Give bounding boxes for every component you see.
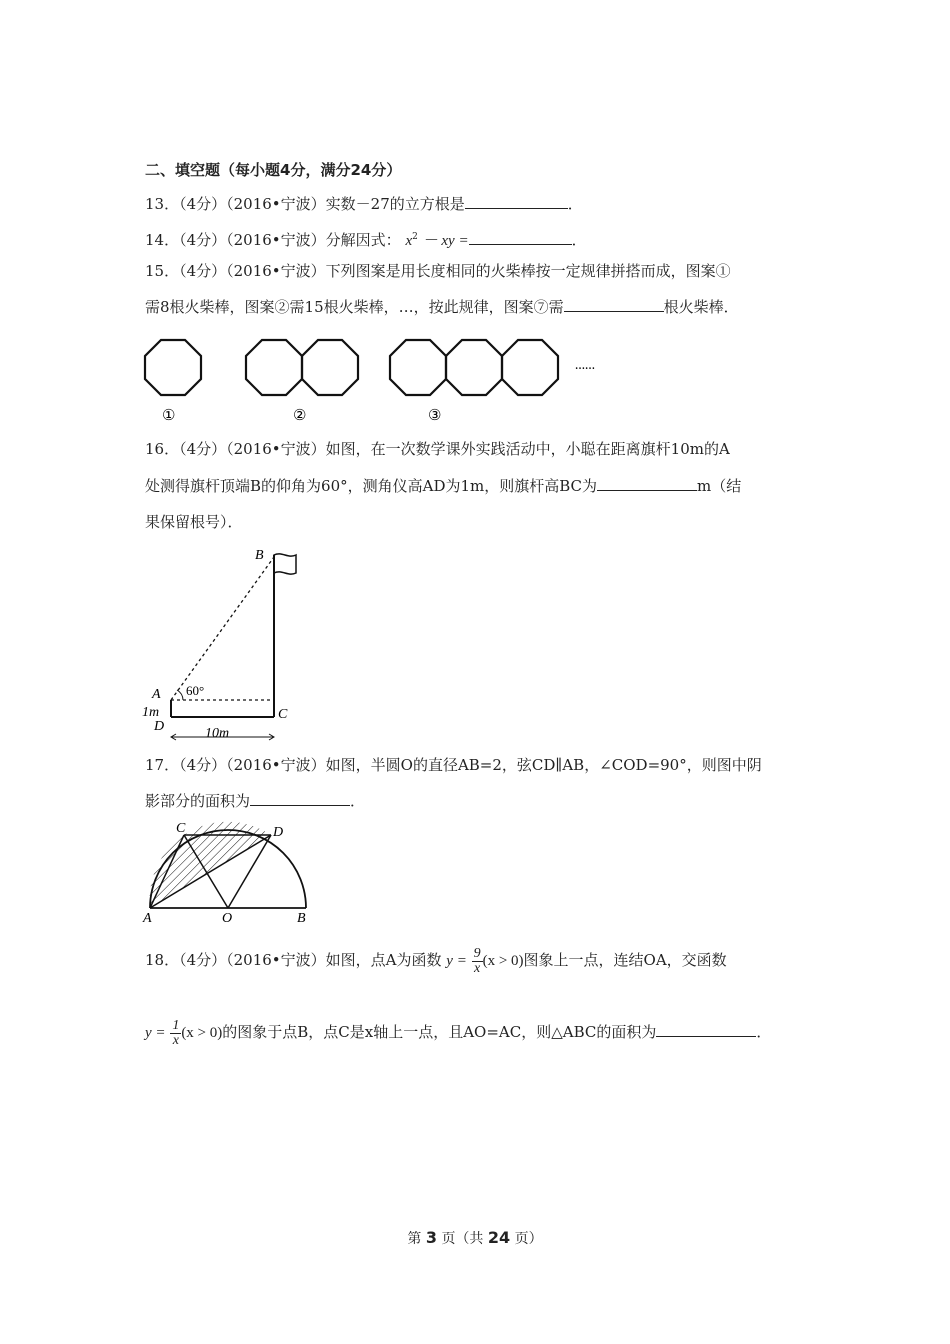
q17-line-1: 17．（4分）（2016•宁波）如图，半圆O的直径AB=2，弦CD∥AB，∠COD=90°，则图中阴 bbox=[145, 756, 762, 774]
q18-func1-denominator: x bbox=[473, 960, 481, 976]
q14-answer-blank[interactable] bbox=[469, 230, 572, 245]
footer-total-pages: 24 bbox=[487, 1228, 511, 1247]
pattern-label-3: ③ bbox=[428, 408, 442, 424]
q18-func1-numerator: 9 bbox=[473, 945, 481, 961]
q16-answer-blank[interactable] bbox=[597, 476, 697, 491]
q16-suffix: m（结 bbox=[697, 477, 742, 495]
q15-suffix: 根火柴棒． bbox=[663, 298, 739, 316]
octagon-3-1 bbox=[390, 340, 446, 395]
q14-expr-rest: － xy = bbox=[422, 233, 469, 249]
octagon-3-2 bbox=[446, 340, 502, 395]
q18-suffix: ． bbox=[756, 1023, 772, 1041]
q18-func2-denominator: x bbox=[172, 1032, 179, 1048]
q17-line-2 bbox=[145, 791, 365, 811]
q16-line-3: 果保留根号）． bbox=[145, 513, 243, 531]
q16-line-1: 16．（4分）（2016•宁波）如图，在一次数学课外实践活动中，小聪在距离旗杆10m的A bbox=[145, 440, 730, 458]
q18-text-2: 的图象于点B，点C是x轴上一点，且AO=AC，则△ABC的面积为 bbox=[222, 1023, 657, 1041]
matchstick-figure bbox=[140, 333, 610, 429]
semicircle-figure bbox=[140, 820, 320, 928]
question-14 bbox=[145, 227, 587, 251]
flagpole-figure bbox=[140, 545, 310, 749]
pattern-label-1: ① bbox=[162, 408, 176, 424]
q14-suffix: ． bbox=[571, 231, 587, 249]
q18-func1-condition: (x > 0) bbox=[482, 953, 524, 969]
q15-answer-blank[interactable] bbox=[564, 297, 664, 312]
q15-line-1: 15．（4分）（2016•宁波）下列图案是用长度相同的火柴棒按一定规律拼搭而成，图案① bbox=[145, 262, 731, 280]
q18-func2-y: y = bbox=[145, 1025, 166, 1041]
label-A: A bbox=[143, 911, 152, 924]
pattern-ellipsis: …… bbox=[575, 361, 595, 372]
octagon-2-2 bbox=[302, 340, 358, 395]
q18-func2-fraction bbox=[170, 1019, 181, 1048]
octagon-1-1 bbox=[145, 340, 201, 395]
q18-func1-fraction bbox=[472, 947, 483, 976]
question-13 bbox=[145, 194, 583, 214]
footer-mid: 页（共 bbox=[441, 1231, 484, 1247]
q18-func1-y: y = bbox=[446, 953, 467, 969]
q18-text-1-suffix: 图象上一点，连结OA，交函数 bbox=[523, 951, 727, 969]
q18-line-2 bbox=[145, 1012, 771, 1052]
label-10m: 10m bbox=[205, 726, 230, 741]
q13-suffix: ． bbox=[567, 195, 583, 213]
q13-answer-blank[interactable] bbox=[465, 194, 568, 209]
q14-expr-exponent: 2 bbox=[412, 232, 418, 242]
q18-func2-numerator: 1 bbox=[172, 1017, 180, 1033]
octagon-2-1 bbox=[246, 340, 302, 395]
label-A: A bbox=[152, 687, 161, 702]
label-D: D bbox=[273, 825, 284, 840]
q17-suffix: ． bbox=[350, 792, 366, 810]
q18-answer-blank[interactable] bbox=[656, 1022, 756, 1037]
q17-answer-blank[interactable] bbox=[250, 791, 350, 806]
q18-text-1: 18．（4分）（2016•宁波）如图，点A为函数 bbox=[145, 951, 442, 969]
q14-text: 14．（4分）（2016•宁波）分解因式： bbox=[145, 231, 401, 249]
pattern-label-2: ② bbox=[293, 408, 307, 424]
q16-line-2 bbox=[145, 476, 741, 496]
q18-func2-condition: (x > 0) bbox=[181, 1025, 223, 1041]
label-O: O bbox=[222, 911, 233, 924]
footer-post: 页） bbox=[514, 1231, 543, 1247]
q13-text: 13．（4分）（2016•宁波）实数－27的立方根是 bbox=[145, 195, 465, 213]
footer-pre: 第 bbox=[407, 1231, 422, 1247]
q17-text: 影部分的面积为 bbox=[145, 792, 251, 810]
q15-text: 需8根火柴棒，图案②需15根火柴棒，…，按此规律，图案⑦需 bbox=[145, 298, 564, 316]
label-B: B bbox=[297, 911, 306, 924]
q15-line-2 bbox=[145, 297, 739, 317]
q16-text: 处测得旗杆顶端B的仰角为60°，测角仪高AD为1m，则旗杆高BC为 bbox=[145, 477, 598, 495]
page-footer bbox=[0, 1228, 950, 1248]
q18-line-1 bbox=[145, 940, 727, 980]
label-C: C bbox=[176, 821, 186, 836]
label-1m: 1m bbox=[142, 705, 160, 720]
q14-expr-x: x bbox=[405, 233, 413, 249]
footer-page-number: 3 bbox=[425, 1228, 437, 1247]
section-title: 二、填空题（每小题4分，满分24分） bbox=[145, 161, 402, 179]
octagon-3-3 bbox=[502, 340, 558, 395]
label-D: D bbox=[154, 719, 165, 734]
label-C: C bbox=[278, 707, 288, 722]
label-angle-60: 60° bbox=[186, 683, 205, 698]
label-B: B bbox=[255, 548, 264, 563]
